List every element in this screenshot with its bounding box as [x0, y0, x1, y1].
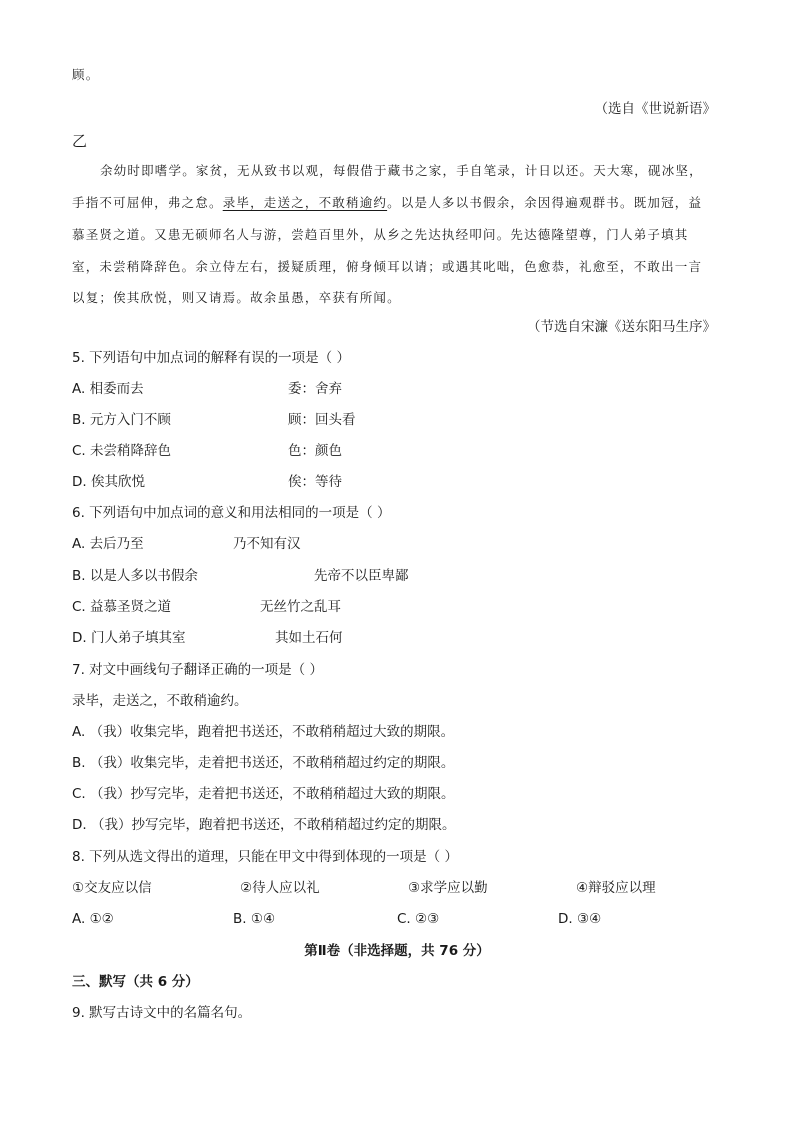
section-3-heading: 三、默写（共 6 分） [72, 974, 199, 990]
q7-option-b[interactable]: B. （我）收集完毕，走着把书送还，不敢稍稍超过约定的期限。 [72, 755, 455, 771]
q8-stem: 8. 下列从选文得出的道理，只能在甲文中得到体现的一项是（ ） [72, 849, 458, 865]
passage-jia-tail: 顾。 [72, 67, 100, 82]
passage-yi-line-4: 室，未尝稍降辞色。余立侍左右，援疑质理，俯身倾耳以请；或遇其叱咄，色愈恭，礼愈至，不敢出一言 [72, 259, 703, 274]
q6-option-c-compare: 无丝竹之乱耳 [260, 599, 341, 615]
q8-item-3: ③求学应以勤 [408, 880, 488, 896]
passage-yi-label: 乙 [72, 132, 88, 150]
q8-choice-b[interactable]: B. ①④ [233, 911, 276, 927]
q8-choice-a[interactable]: A. ①② [72, 911, 114, 927]
passage-yi-line-2-a: 手指不可屈伸，弗之怠。 [72, 195, 223, 210]
q8-item-2: ②待人应以礼 [240, 880, 320, 896]
q7-sentence: 录毕，走送之，不敢稍逾约。 [72, 693, 248, 709]
q7-option-a[interactable]: A. （我）收集完毕，跑着把书送还，不敢稍稍超过大致的期限。 [72, 724, 455, 740]
underlined-sentence: 录毕，走送之，不敢稍逾约 [222, 195, 388, 210]
part-2-title: 第Ⅱ卷（非选择题，共 76 分） [304, 943, 490, 959]
q5-option-b-gloss: 顾：回头看 [288, 412, 356, 428]
q7-option-c[interactable]: C. （我）抄写完毕，走着把书送还，不敢稍稍超过大致的期限。 [72, 786, 455, 802]
passage-jia-source: （选自《世说新语》 [594, 101, 716, 117]
q6-option-d-compare: 其如土石何 [275, 630, 343, 646]
q5-option-d-gloss: 俟：等待 [288, 474, 342, 490]
q8-choice-d[interactable]: D. ③④ [558, 911, 602, 927]
q6-option-a-compare: 乃不知有汉 [233, 536, 301, 552]
passage-yi-line-2 [72, 194, 702, 212]
passage-yi-line-3: 慕圣贤之道。又患无硕师名人与游，尝趋百里外，从乡之先达执经叩问。先达德隆望尊，门人弟子填其 [72, 227, 689, 242]
q6-option-b-text: B. 以是人多以书假余 [72, 568, 198, 584]
q7-option-d[interactable]: D. （我）抄写完毕，跑着把书送还，不敢稍稍超过约定的期限。 [72, 817, 456, 833]
q7-stem: 7. 对文中画线句子翻译正确的一项是（ ） [72, 662, 323, 678]
q5-option-d-text: D. 俟其欣悦 [72, 474, 145, 490]
q8-item-4: ④辩驳应以理 [576, 880, 656, 896]
q6-stem: 6. 下列语句中加点词的意义和用法相同的一项是（ ） [72, 505, 391, 521]
q6-option-c-text: C. 益慕圣贤之道 [72, 599, 172, 615]
q8-choice-c[interactable]: C. ②③ [397, 911, 440, 927]
passage-yi-line-5: 以复；俟其欣悦，则又请焉。故余虽愚，卒获有所闻。 [72, 290, 401, 305]
passage-yi-line-1: 余幼时即嗜学。家贫，无从致书以观，每假借于藏书之家，手自笔录，计日以还。天大寒，砚冰坚， [100, 163, 703, 178]
q5-stem: 5. 下列语句中加点词的解释有误的一项是（ ） [72, 350, 350, 366]
q6-option-a-text: A. 去后乃至 [72, 536, 144, 552]
q6-option-b-compare: 先帝不以臣卑鄙 [314, 568, 409, 584]
q6-option-d-text: D. 门人弟子填其室 [72, 630, 186, 646]
q5-option-a-text: A. 相委而去 [72, 381, 144, 397]
passage-yi-line-2-b: 。以是人多以书假余，余因得遍观群书。既加冠，益 [387, 195, 703, 210]
q5-option-c-gloss: 色：颜色 [288, 443, 342, 459]
q5-option-a-gloss: 委：舍弃 [288, 381, 342, 397]
passage-yi-source: （节选自宋濂《送东阳马生序》 [527, 319, 716, 335]
q5-option-b-text: B. 元方入门不顾 [72, 412, 171, 428]
q9-stem: 9. 默写古诗文中的名篇名句。 [72, 1005, 252, 1021]
q5-option-c-text: C. 未尝稍降辞色 [72, 443, 172, 459]
q8-item-1: ①交友应以信 [72, 880, 152, 896]
